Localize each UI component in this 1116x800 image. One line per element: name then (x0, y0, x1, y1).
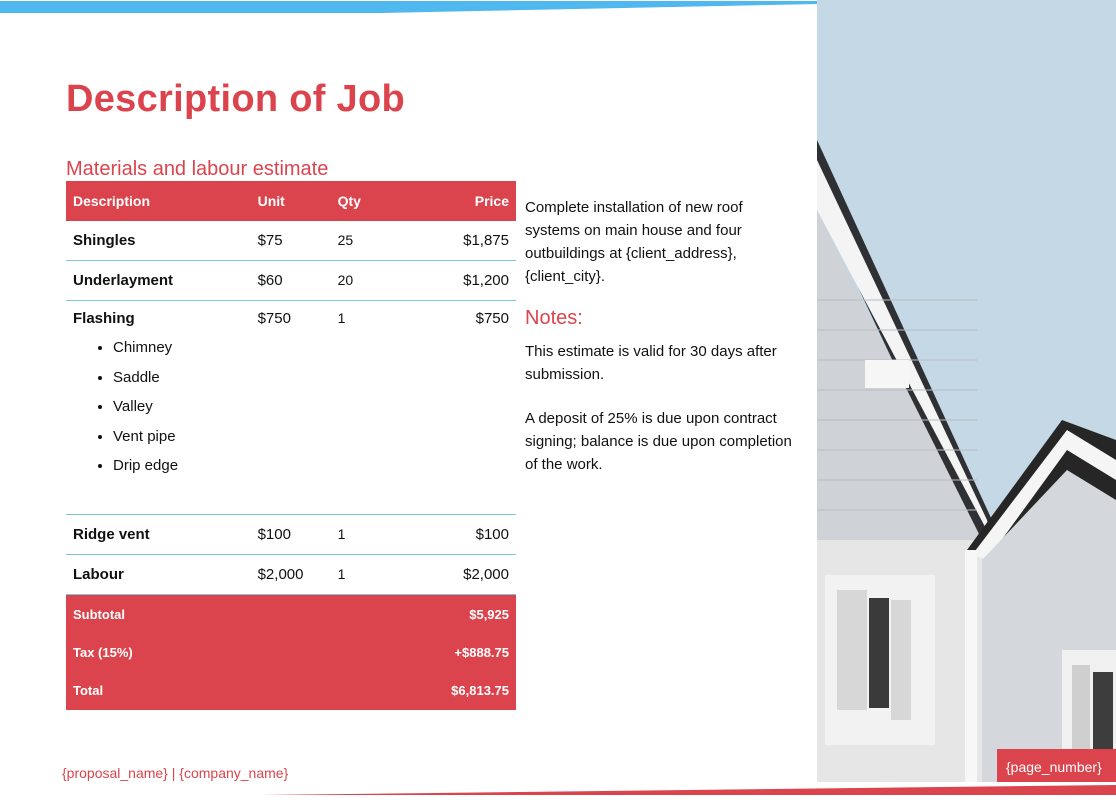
house-photo (817, 0, 1116, 782)
estimate-table (66, 181, 516, 710)
table-row (66, 555, 516, 595)
row-description: Underlayment (66, 261, 251, 301)
list-item: • Valley (113, 392, 244, 422)
job-description-text: Complete installation of new roof systems on main house and four outbuildings at {client_address}, {client_city}. (525, 199, 743, 285)
row-price: $1,200 (405, 261, 516, 301)
tax-row (66, 634, 516, 670)
row-qty: 1 (331, 301, 405, 515)
table-row (66, 515, 516, 555)
total-row (66, 670, 516, 710)
list-item: • Chimney (113, 333, 244, 363)
row-unit: $75 (251, 221, 331, 261)
section-label: Materials and labour estimate (66, 158, 329, 180)
notes-body (525, 340, 795, 476)
row-description-cell (66, 301, 251, 515)
row-qty: 1 (331, 555, 405, 595)
subtotal-label: Subtotal (66, 595, 251, 635)
row-price: $100 (405, 515, 516, 555)
subtotal-row (66, 595, 516, 635)
row-unit: $60 (251, 261, 331, 301)
list-item: • Saddle (113, 363, 244, 393)
row-description: Flashing (73, 310, 135, 327)
tax-value: +$888.75 (405, 634, 516, 670)
row-price: $1,875 (405, 221, 516, 261)
page-number-badge: {page_number} (997, 749, 1116, 782)
row-description: Ridge vent (66, 515, 251, 555)
list-item: • Vent pipe (113, 422, 244, 452)
list-item: • Drip edge (113, 451, 244, 481)
row-unit: $750 (251, 301, 331, 515)
row-description: Shingles (66, 221, 251, 261)
row-unit: $100 (251, 515, 331, 555)
total-label: Total (66, 670, 251, 710)
header-price: Price (405, 181, 516, 221)
table-row (66, 221, 516, 261)
notes-paragraph: A deposit of 25% is due upon contract signing; balance is due upon completion of the work. (525, 410, 792, 473)
top-accent-stripe (0, 0, 820, 12)
header-qty: Qty (331, 181, 405, 221)
tax-label: Tax (15%) (66, 634, 251, 670)
row-unit: $2,000 (251, 555, 331, 595)
header-description: Description (66, 181, 251, 221)
row-qty: 1 (331, 515, 405, 555)
page-title: Description of Job (66, 78, 405, 120)
job-description (525, 196, 795, 288)
notes-heading: Notes: (525, 307, 583, 329)
notes-paragraph: This estimate is valid for 30 days after submission. (525, 343, 777, 383)
row-qty: 20 (331, 261, 405, 301)
row-description: Labour (66, 555, 251, 595)
row-price: $750 (405, 301, 516, 515)
row-qty: 25 (331, 221, 405, 261)
footer-text: {proposal_name} | {company_name} (62, 765, 289, 781)
flashing-sublist (73, 333, 244, 481)
table-header-row (66, 181, 516, 221)
table-row (66, 261, 516, 301)
header-unit: Unit (251, 181, 331, 221)
bottom-accent-stripe (0, 782, 1116, 792)
row-price: $2,000 (405, 555, 516, 595)
subtotal-value: $5,925 (405, 595, 516, 635)
table-row (66, 301, 516, 515)
total-value: $6,813.75 (405, 670, 516, 710)
